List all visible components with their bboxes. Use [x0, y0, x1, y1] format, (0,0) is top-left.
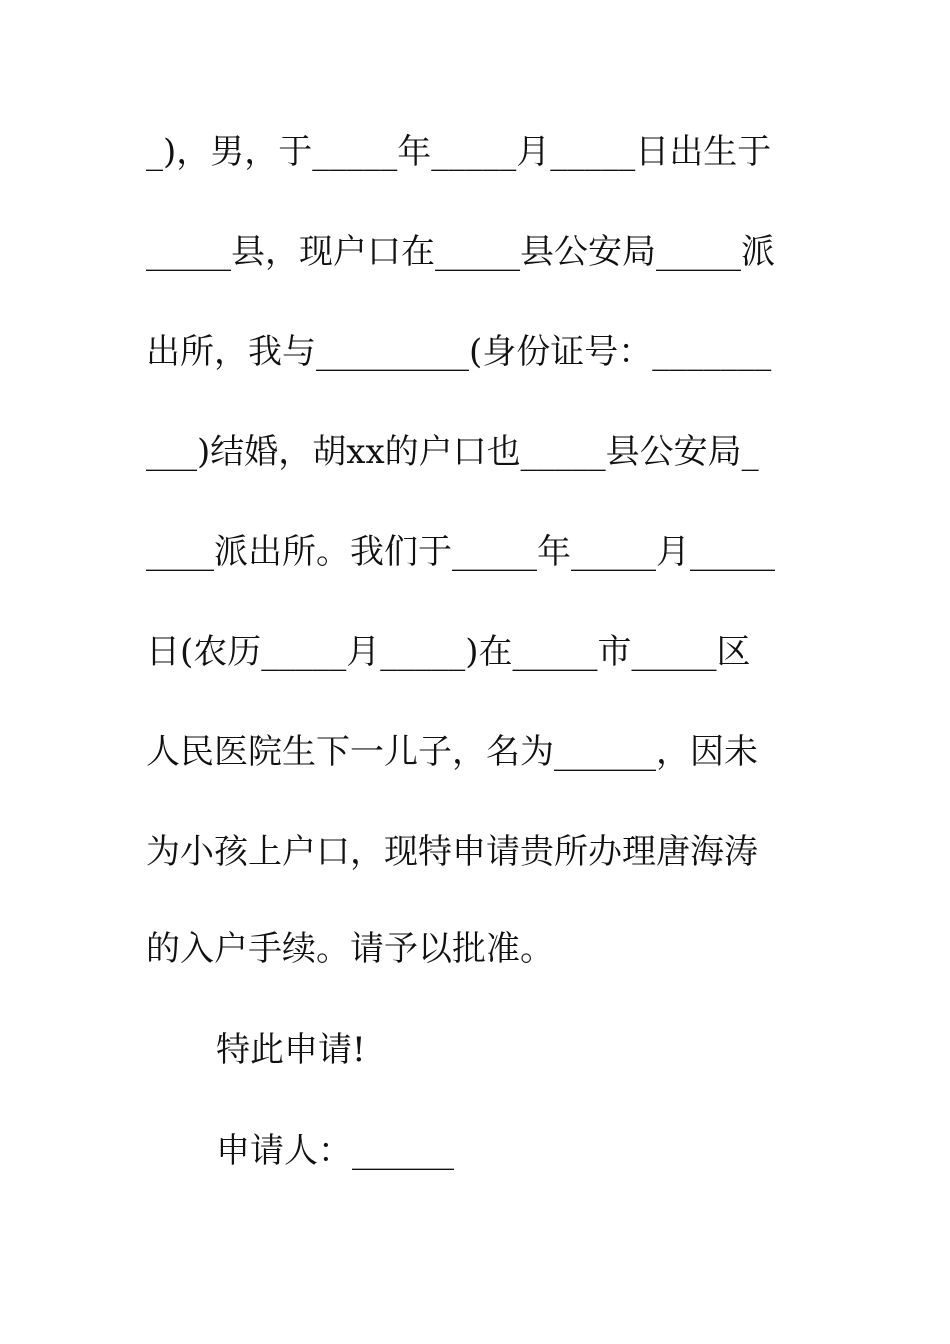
body-line-3: 出所，我与_________(身份证号：_______	[146, 332, 772, 372]
body-line-6: 日(农历_____月_____)在_____市_____区	[146, 632, 751, 672]
body-line-4: ___)结婚，胡xx的户口也_____县公安局_	[146, 432, 759, 472]
body-line-8: 为小孩上户口，现特申请贵所办理唐海涛	[146, 832, 758, 872]
body-line-7: 人民医院生下一儿子，名为______，因未	[146, 732, 758, 772]
body-line-5: ____派出所。我们于_____年_____月_____	[146, 532, 775, 572]
body-line-2: _____县，现户口在_____县公安局_____派	[146, 232, 775, 272]
body-line-1: _)，男，于_____年_____月_____日出生于	[146, 132, 772, 172]
signature-line: 申请人：______	[216, 1131, 454, 1171]
body-line-9: 的入户手续。请予以批准。	[146, 929, 554, 969]
closing-text: 特此申请!	[216, 1030, 366, 1070]
